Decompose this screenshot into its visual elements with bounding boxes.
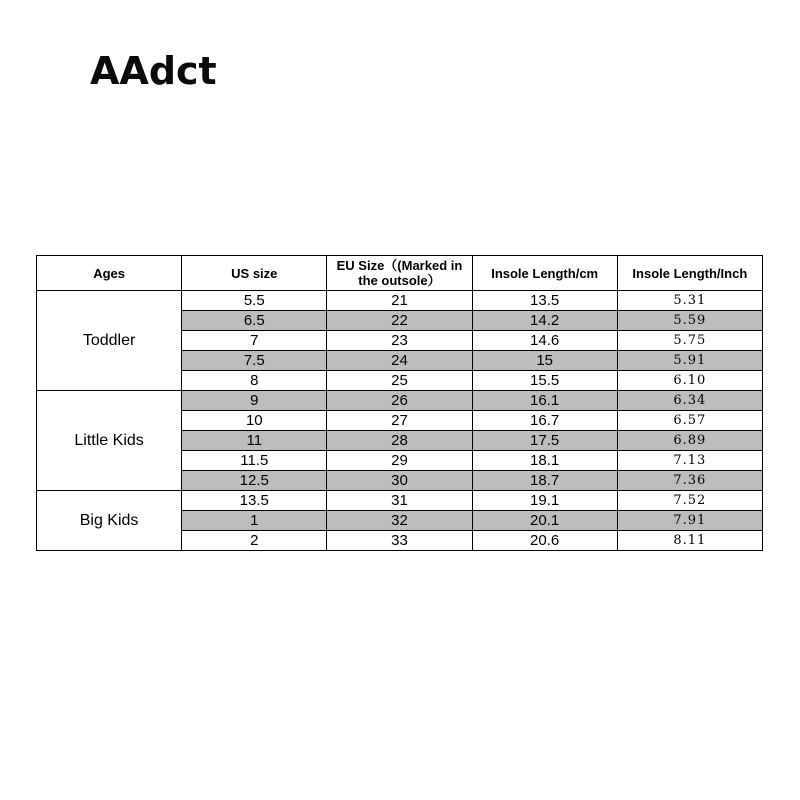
insole-inch-cell: 6.34	[617, 391, 762, 411]
table-row	[37, 491, 763, 511]
insole-cm-cell: 17.5	[472, 431, 617, 451]
age-group-label: Little Kids	[37, 391, 182, 491]
size-chart-table	[36, 255, 763, 551]
table-row	[37, 391, 763, 411]
eu-size-cell: 25	[327, 371, 472, 391]
insole-cm-cell: 18.1	[472, 451, 617, 471]
us-size-cell: 2	[182, 531, 327, 551]
insole-inch-cell: 5.59	[617, 311, 762, 331]
insole-cm-cell: 20.6	[472, 531, 617, 551]
us-size-cell: 1	[182, 511, 327, 531]
header-ages: Ages	[37, 256, 182, 291]
us-size-cell: 10	[182, 411, 327, 431]
us-size-cell: 7.5	[182, 351, 327, 371]
us-size-cell: 6.5	[182, 311, 327, 331]
insole-inch-cell: 5.91	[617, 351, 762, 371]
insole-cm-cell: 16.1	[472, 391, 617, 411]
insole-cm-cell: 15	[472, 351, 617, 371]
insole-cm-cell: 19.1	[472, 491, 617, 511]
age-group-label: Big Kids	[37, 491, 182, 551]
insole-inch-cell: 8.11	[617, 531, 762, 551]
us-size-cell: 5.5	[182, 291, 327, 311]
insole-cm-cell: 18.7	[472, 471, 617, 491]
insole-cm-cell: 16.7	[472, 411, 617, 431]
header-insole-inch: Insole Length/Inch	[617, 256, 762, 291]
eu-size-cell: 26	[327, 391, 472, 411]
eu-size-cell: 30	[327, 471, 472, 491]
eu-size-cell: 27	[327, 411, 472, 431]
eu-size-cell: 23	[327, 331, 472, 351]
insole-inch-cell: 7.52	[617, 491, 762, 511]
us-size-cell: 12.5	[182, 471, 327, 491]
insole-inch-cell: 7.91	[617, 511, 762, 531]
header-insole-cm: Insole Length/cm	[472, 256, 617, 291]
us-size-cell: 11.5	[182, 451, 327, 471]
size-chart-body	[37, 291, 763, 551]
insole-cm-cell: 14.2	[472, 311, 617, 331]
insole-cm-cell: 14.6	[472, 331, 617, 351]
eu-size-cell: 31	[327, 491, 472, 511]
header-row	[37, 256, 763, 291]
insole-cm-cell: 15.5	[472, 371, 617, 391]
insole-inch-cell: 6.10	[617, 371, 762, 391]
eu-size-cell: 24	[327, 351, 472, 371]
insole-inch-cell: 6.57	[617, 411, 762, 431]
eu-size-cell: 33	[327, 531, 472, 551]
us-size-cell: 8	[182, 371, 327, 391]
age-group-label: Toddler	[37, 291, 182, 391]
brand-logo: AAdct	[90, 49, 217, 93]
insole-cm-cell: 20.1	[472, 511, 617, 531]
insole-inch-cell: 7.13	[617, 451, 762, 471]
eu-size-cell: 29	[327, 451, 472, 471]
eu-size-cell: 22	[327, 311, 472, 331]
eu-size-cell: 28	[327, 431, 472, 451]
eu-size-cell: 21	[327, 291, 472, 311]
insole-cm-cell: 13.5	[472, 291, 617, 311]
us-size-cell: 7	[182, 331, 327, 351]
insole-inch-cell: 5.75	[617, 331, 762, 351]
eu-size-cell: 32	[327, 511, 472, 531]
us-size-cell: 11	[182, 431, 327, 451]
header-eu-size: EU Size（(Marked in the outsole）	[327, 256, 472, 291]
insole-inch-cell: 5.31	[617, 291, 762, 311]
table-row	[37, 291, 763, 311]
insole-inch-cell: 7.36	[617, 471, 762, 491]
us-size-cell: 13.5	[182, 491, 327, 511]
insole-inch-cell: 6.89	[617, 431, 762, 451]
us-size-cell: 9	[182, 391, 327, 411]
header-us-size: US size	[182, 256, 327, 291]
